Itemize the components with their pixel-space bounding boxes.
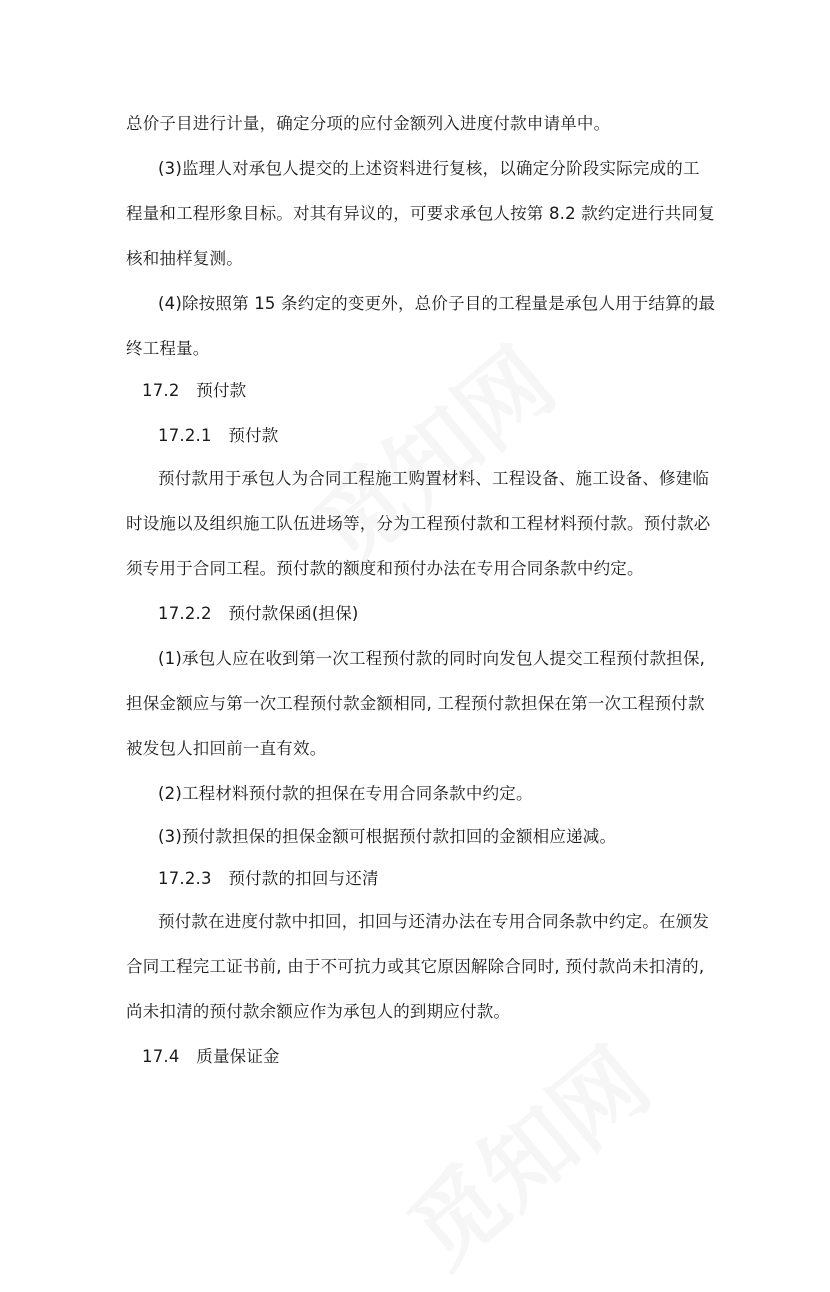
paragraph-line: 程量和工程形象目标。对其有异议的，可要求承包人按第 8.2 款约定进行共同复 <box>126 204 715 223</box>
subsection-heading: 17.2.3 预付款的扣回与还清 <box>158 869 379 888</box>
paragraph-line: (2)工程材料预付款的担保在专用合同条款中约定。 <box>158 784 533 803</box>
paragraph-line: (3)监理人对承包人提交的上述资料进行复核，以确定分阶段实际完成的工 <box>158 159 700 178</box>
paragraph-line: 预付款用于承包人为合同工程施工购置材料、工程设备、施工设备、修建临 <box>158 469 710 488</box>
paragraph-line: 须专用于合同工程。预付款的额度和预付办法在专用合同条款中约定。 <box>126 559 644 578</box>
paragraph-line: 尚未扣清的预付款余额应作为承包人的到期应付款。 <box>126 1002 511 1021</box>
paragraph-line: (1)承包人应在收到第一次工程预付款的同时向发包人提交工程预付款担保, <box>158 649 706 668</box>
subsection-heading: 17.2.1 预付款 <box>158 426 279 445</box>
subsection-heading: 17.2.2 预付款保函(担保) <box>158 604 359 623</box>
paragraph-line: 核和抽样复测。 <box>126 249 243 268</box>
watermark <box>282 298 589 583</box>
paragraph-line: 时设施以及组织施工队伍进场等，分为工程预付款和工程材料预付款。预付款必 <box>126 514 711 533</box>
watermark <box>377 998 684 1283</box>
section-heading: 17.4 质量保证金 <box>142 1047 280 1066</box>
paragraph-line: (4)除按照第 15 条约定的变更外，总价子目的工程量是承包人用于结算的最 <box>158 294 716 313</box>
paragraph-line: 预付款在进度付款中扣回，扣回与还清办法在专用合同条款中约定。在颁发 <box>158 912 710 931</box>
paragraph-line: 总价子目进行计量，确定分项的应付金额列入进度付款申请单中。 <box>126 114 611 133</box>
section-heading: 17.2 预付款 <box>142 381 247 400</box>
paragraph-line: 被发包人扣回前一直有效。 <box>126 739 327 758</box>
paragraph-line: 合同工程完工证书前, 由于不可抗力或其它原因解除合同时, 预付款尚未扣清的, <box>126 957 705 976</box>
paragraph-line: (3)预付款担保的担保金额可根据预付款扣回的金额相应递减。 <box>158 827 617 846</box>
paragraph-line: 终工程量。 <box>126 339 210 358</box>
paragraph-line: 担保金额应与第一次工程预付款金额相同, 工程预付款担保在第一次工程预付款 <box>126 694 705 713</box>
